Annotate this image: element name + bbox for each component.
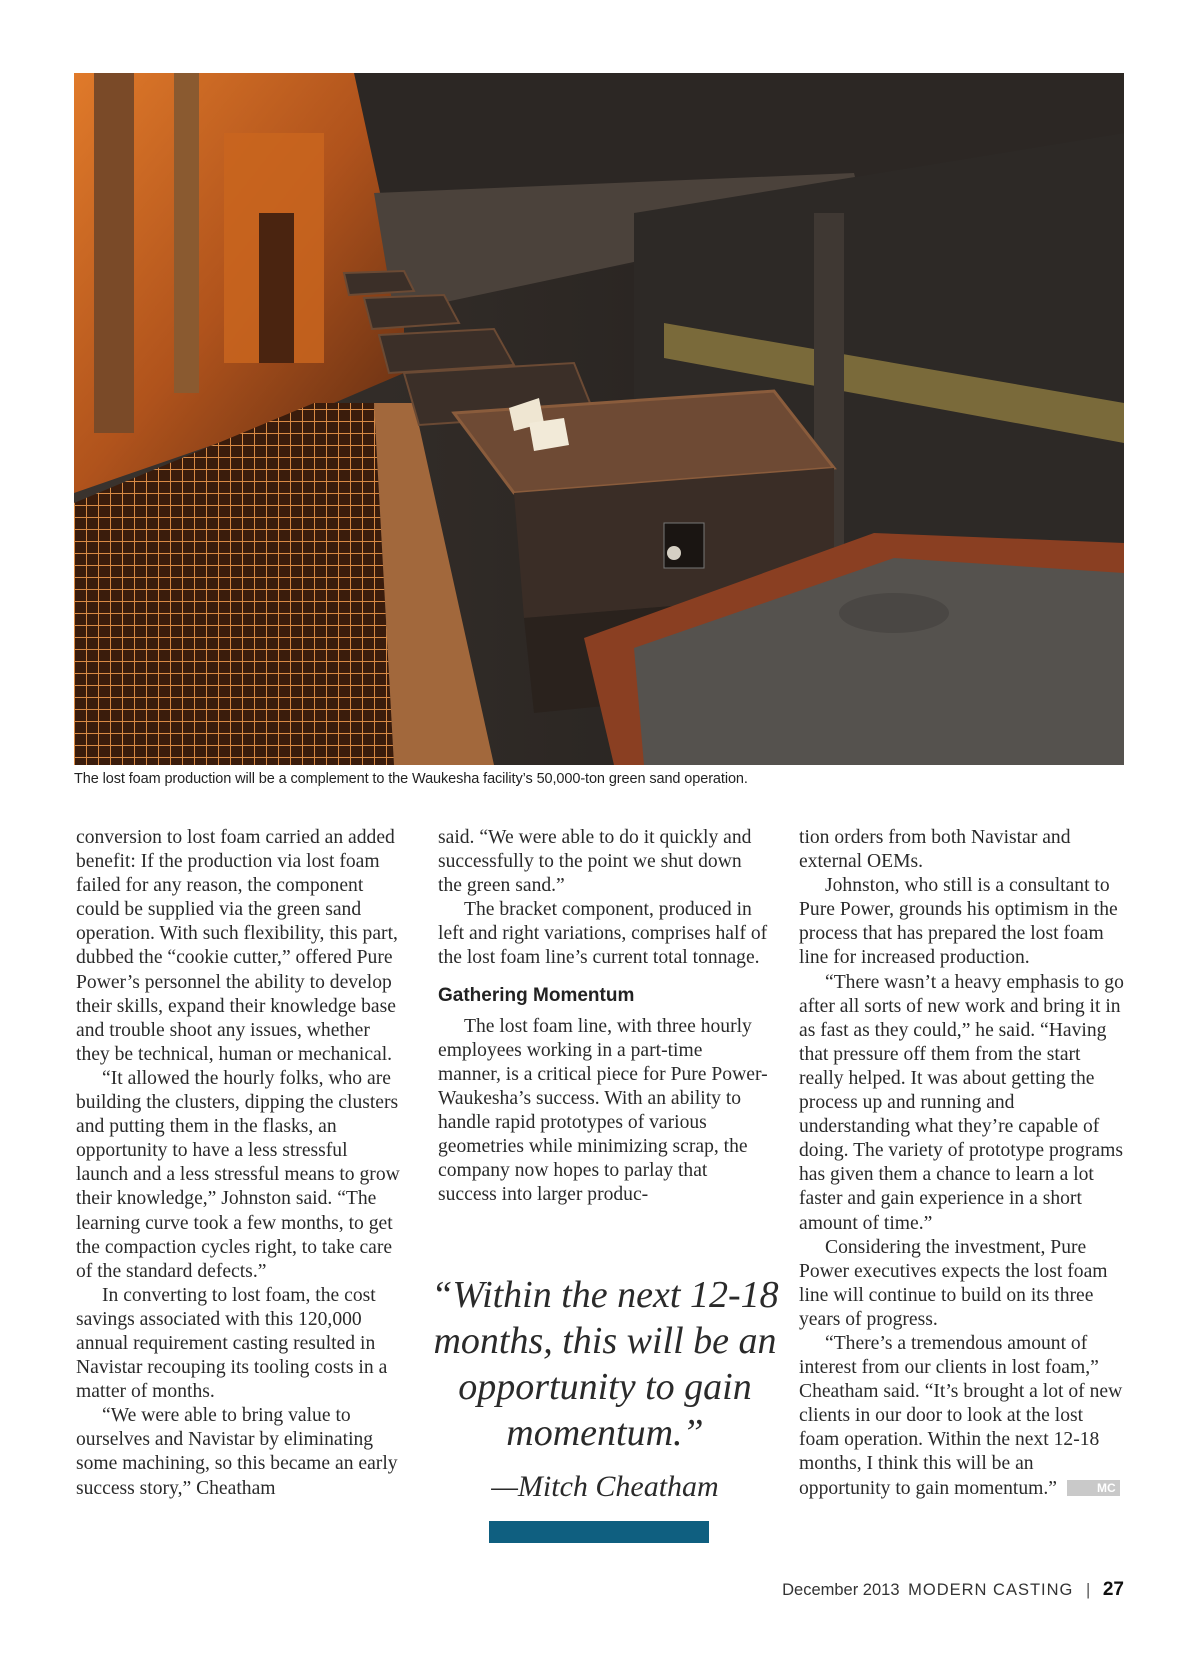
paragraph: “We were able to bring value to ourselves and Navistar by eliminating some machining, so this became an early success story,” Cheatham <box>76 1405 398 1499</box>
article-column-1 <box>76 826 404 1501</box>
section-heading: Gathering Momentum <box>438 984 635 1006</box>
magazine-name: MODERN CASTING <box>908 1581 1074 1599</box>
paragraph: Considering the investment, Pure Power executives expects the lost foam line will continue to build on its three years of progress. <box>799 1236 1108 1330</box>
paragraph: In converting to lost foam, the cost savings associated with this 120,000 annual requirement casting resulted in Navistar recouping its tooling costs in a matter of months. <box>76 1284 388 1403</box>
pull-quote-attribution: —Mitch Cheatham <box>491 1470 719 1503</box>
paragraph: tion orders from both Navistar and external OEMs. <box>799 827 1071 873</box>
paragraph: conversion to lost foam carried an added benefit: If the production via lost foam failed for any reason, the component could be supplied via the green sand operation. With such flexibility, this part, dubbed the “cookie cutter,” offered Pure Power’s personnel the ability to develop their skills, expand their knowledge base and trouble shoot any issues, whether they be technical, human or mechanical. <box>76 827 398 1065</box>
article-column-2 <box>438 826 768 1207</box>
paragraph: The bracket component, produced in left and right variations, comprises half of the lost foam line’s current total tonnage. <box>438 899 768 969</box>
paragraph: “It allowed the hourly folks, who are building the clusters, dipping the clusters and putting them in the flasks, an opportunity to have a less stressful launch and a less stressful means to grow their knowledge,” Johnston said. “The learning curve took a few months, to get the compaction cycles right, to take care of the standard defects.” <box>76 1067 400 1282</box>
paragraph: The lost foam line, with three hourly employees working in a part-time manner, is a critical piece for Pure Power-Waukesha’s success. With an ability to handle rapid prototypes of various geometries while minimizing scrap, the company now hopes to parlay that success into larger produc- <box>438 1015 768 1206</box>
pull-quote-accent-bar <box>489 1521 709 1543</box>
issue-date: December 2013 <box>782 1581 900 1599</box>
paragraph: said. “We were able to do it quickly and successfully to the point we shut down the green sand.” <box>438 827 752 897</box>
paragraph-text: “There’s a tremendous amount of interest from our clients in lost foam,” Cheatham said. “It’s brought a lot of new clients in our door to look at the lost foam operation. Within the next 12-18 months, I think this will be an opportunity to gain momentum.” <box>799 1332 1123 1499</box>
factory-photo <box>74 73 1124 765</box>
end-mark-icon: MC <box>1067 1480 1120 1496</box>
page-footer <box>782 1579 1124 1601</box>
article-column-3 <box>799 826 1125 1501</box>
page-number: 27 <box>1102 1579 1124 1600</box>
footer-separator: | <box>1085 1581 1091 1599</box>
paragraph <box>799 1332 1125 1501</box>
paragraph: Johnston, who still is a consultant to Pure Power, grounds his optimism in the process that has prepared the lost foam line for increased production. <box>799 875 1118 969</box>
paragraph: “There wasn’t a heavy emphasis to go after all sorts of new work and bring it in as fast as they could,” he said. “Having that pressure off them from the start really helped. It was about getting the process up and running and understanding what they’re capable of doing. The variety of prototype programs has given them a chance to learn a lot faster and gain experience in a short amount of time.” <box>799 971 1124 1234</box>
pull-quote: “Within the next 12-18 months, this will be an opportunity to gain momentum.” <box>431 1274 779 1454</box>
photo-caption: The lost foam production will be a complement to the Waukesha facility’s 50,000-ton green sand operation. <box>74 771 748 787</box>
